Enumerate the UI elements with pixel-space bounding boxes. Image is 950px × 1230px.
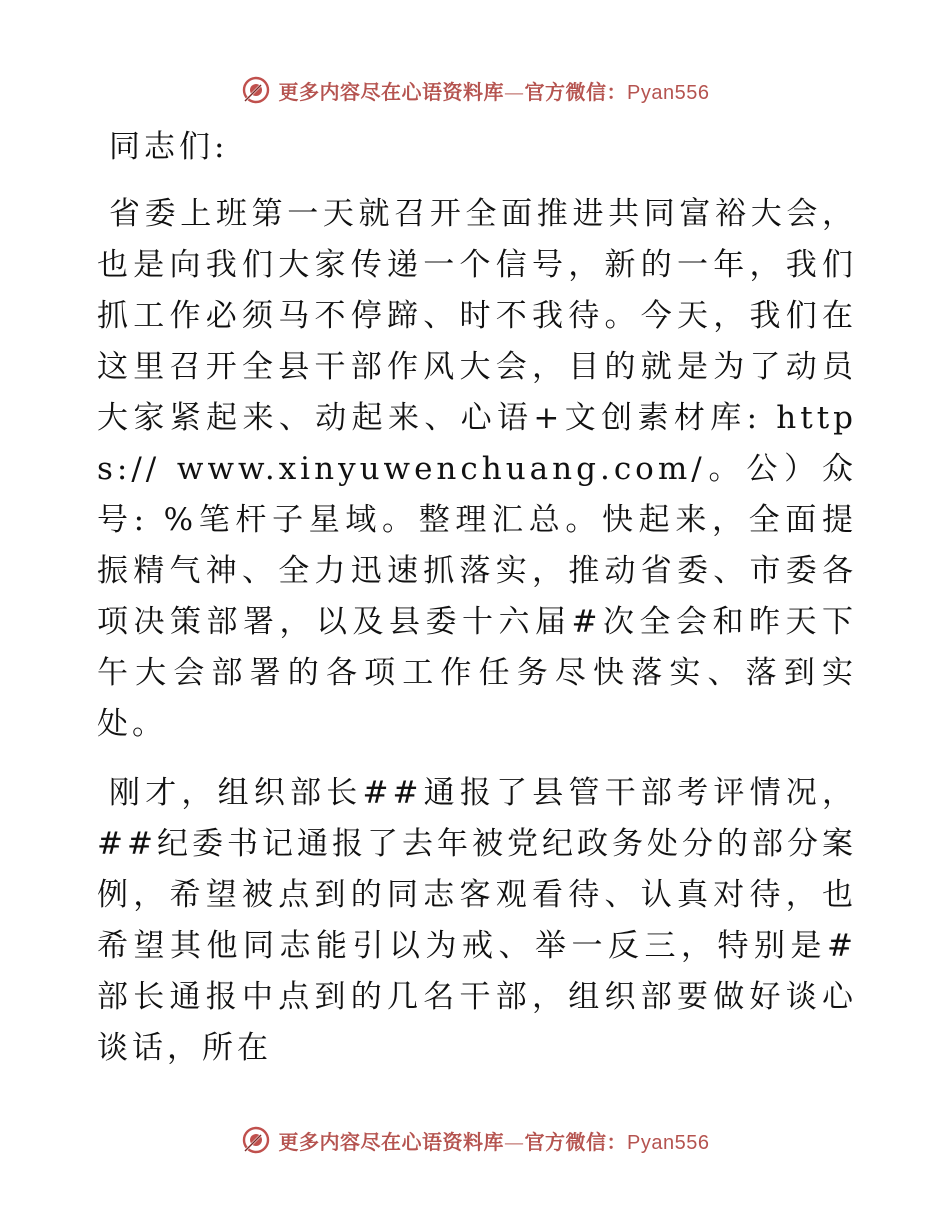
watermark-wechat-label: 官方微信： [524,1129,628,1154]
document-body [97,122,857,1074]
watermark-separator: — [504,79,525,104]
watermark-text [279,1126,710,1155]
greeting: 同志们: [109,129,229,165]
watermark-chinese: 更多内容尽在心语资料库 [278,79,505,104]
watermark-separator: — [504,1129,525,1154]
watermark-text [279,76,710,105]
watermark-wechat-id: Pyan556 [627,1131,710,1154]
pen-logo-icon [241,1125,271,1155]
watermark-chinese: 更多内容尽在心语资料库 [278,1129,505,1154]
pen-logo-icon [241,75,271,105]
watermark-wechat-id: Pyan556 [627,81,710,104]
watermark-header [0,70,950,110]
paragraph-1: 省委上班第一天就召开全面推进共同富裕大会，也是向我们大家传递一个信号，新的一年，我们抓工作必须马不停蹄、时不我待。今天，我们在这里召开全县干部作风大会，目的就是为了动员大家紧起来、动起来、心语+文创素材库: https:// www.xinyuwenchuang.com/。公）众号: %笔杆子星域。整理汇总。快起来，全面提振精气神、全力迅速抓落实，推动省委、市委各项决策部署，以及县委十六届#次全会和昨天下午大会部署的各项工作任务尽快落实、落到实处。 [97,196,857,742]
paragraph-2: 刚才，组织部长##通报了县管干部考评情况，##纪委书记通报了去年被党纪政务处分的部分案例，希望被点到的同志客观看待、认真对待，也希望其他同志能引以为戒、举一反三，特别是#部长通报中点到的几名干部，组织部要做好谈心谈话，所在 [97,775,857,1066]
watermark-footer [0,1120,950,1160]
watermark-wechat-label: 官方微信： [524,79,628,104]
